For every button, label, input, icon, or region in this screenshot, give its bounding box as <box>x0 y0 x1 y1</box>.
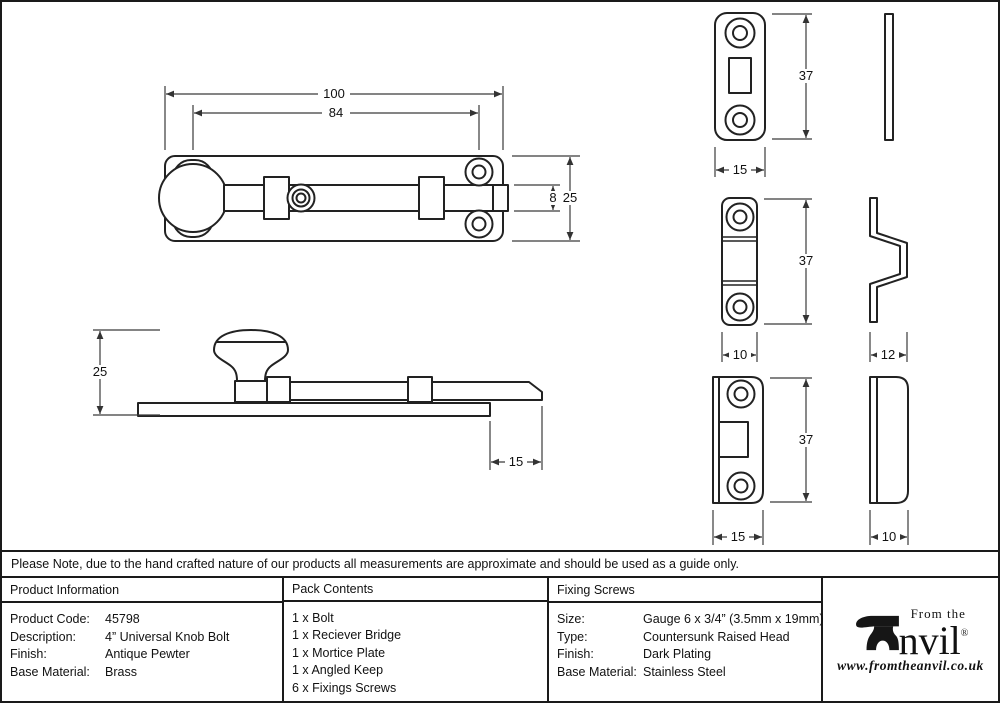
dim-bolt-throw <box>490 406 542 470</box>
product-info-table <box>2 578 998 701</box>
table-row <box>557 646 815 664</box>
dim-mortice-height <box>772 14 817 139</box>
row-value: Countersunk Raised Head <box>643 629 790 644</box>
dim-keep-depth <box>870 510 908 545</box>
receiver-bridge-front <box>722 198 757 325</box>
row-value: 4” Universal Knob Bolt <box>105 629 230 644</box>
row-label: Base Material: <box>10 664 90 679</box>
note-text: Please Note, due to the hand crafted nature of our products all measurements are approximate and should be used as a guide only. <box>11 557 740 571</box>
dim-label-mortice-15: 15 <box>732 162 748 177</box>
dim-label-84: 84 <box>328 105 344 120</box>
dim-keep-width <box>713 510 763 545</box>
logo-text-block <box>898 605 969 663</box>
table-row <box>10 629 276 647</box>
logo-url: www.fromtheanvil.co.uk <box>837 658 984 673</box>
pack-contents-column <box>284 578 549 701</box>
dim-label-mortice-37: 37 <box>798 68 814 83</box>
product-information-header: Product Information <box>2 578 282 603</box>
row-value: Gauge 6 x 3/4” (3.5mm x 19mm) <box>643 612 824 626</box>
mortice-plate-front <box>715 13 765 140</box>
row-label: Product Code: <box>10 612 90 626</box>
dim-bridge-width <box>722 332 757 362</box>
row-label: Description: <box>10 629 76 644</box>
dim-label-bridge-37: 37 <box>798 253 814 268</box>
row-label: Finish: <box>557 647 594 661</box>
measurement-note <box>2 550 998 578</box>
registered-mark: ® <box>960 628 969 639</box>
table-row <box>557 664 815 682</box>
logo-brand-text: nvil® <box>898 618 969 663</box>
pack-contents-header: Pack Contents <box>284 578 547 602</box>
dim-label-side-25: 25 <box>92 364 108 379</box>
logo-wordmark <box>853 605 969 663</box>
list-item: 1 x Mortice Plate <box>292 645 386 660</box>
row-value: Dark Plating <box>643 647 712 661</box>
list-item: 1 x Bolt <box>292 610 334 625</box>
angled-keep-front <box>713 377 763 503</box>
fixing-screws-body <box>549 603 824 701</box>
dim-mortice-width <box>715 147 765 177</box>
dim-label-keep-37: 37 <box>798 432 814 447</box>
row-value: Stainless Steel <box>643 664 726 679</box>
from-the-anvil-logo <box>837 605 984 674</box>
dim-label-8: 8 <box>549 190 557 205</box>
list-item: 1 x Reciever Bridge <box>292 628 402 642</box>
dim-label-keep-10: 10 <box>881 529 897 544</box>
row-label: Finish: <box>10 647 47 661</box>
dim-label-side-15: 15 <box>508 454 524 469</box>
fixing-screws-column <box>549 578 823 701</box>
bolt-side-view <box>138 330 542 416</box>
receiver-bridge-profile <box>870 198 907 322</box>
row-label: Type: <box>557 629 588 644</box>
row-value: 45798 <box>105 612 140 626</box>
bolt-plan-view <box>159 156 508 241</box>
row-value: Brass <box>105 664 137 679</box>
angled-keep-side <box>870 377 908 503</box>
dim-fixing-centres <box>193 105 479 150</box>
table-row <box>557 629 815 647</box>
logo-prefix: From the <box>910 606 966 621</box>
row-label: Size: <box>557 612 585 626</box>
dim-bridge-height <box>764 199 817 324</box>
dim-label-100: 100 <box>323 86 345 101</box>
dim-bridge-depth <box>870 332 907 362</box>
dim-keep-height <box>770 378 817 502</box>
row-value: Antique Pewter <box>105 647 190 661</box>
mortice-plate-side <box>885 14 893 140</box>
fixing-screws-header: Fixing Screws <box>549 578 821 603</box>
product-information-body <box>2 603 282 701</box>
table-row <box>10 611 276 629</box>
dim-label-bridge-10: 10 <box>732 347 748 362</box>
dim-label-keep-15: 15 <box>730 529 746 544</box>
dim-label-25: 25 <box>562 190 578 205</box>
dim-bolt-bar-width <box>514 185 560 211</box>
pack-contents-body <box>284 602 547 702</box>
product-information-column <box>2 578 284 701</box>
list-item: 6 x Fixings Screws <box>292 680 397 695</box>
list-item: 1 x Angled Keep <box>292 663 384 677</box>
dim-label-bridge-12: 12 <box>880 347 896 362</box>
technical-drawing <box>2 2 998 550</box>
table-row <box>557 611 824 629</box>
anvil-icon <box>853 613 901 653</box>
brand-logo-cell <box>823 578 998 701</box>
row-label: Base Material: <box>557 664 637 679</box>
table-row <box>10 664 276 682</box>
table-row <box>10 646 276 664</box>
